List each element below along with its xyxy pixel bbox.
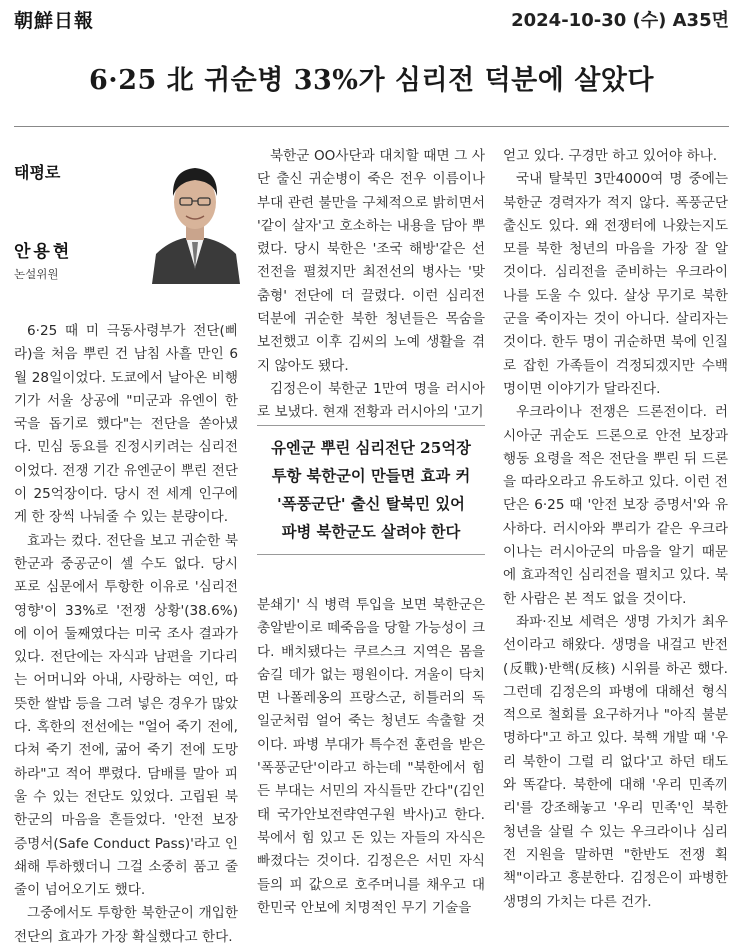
article-column-2-top xyxy=(257,145,485,425)
paragraph: 얻고 있다. 구경만 하고 있어야 하나. xyxy=(503,148,718,164)
pull-quote xyxy=(257,425,485,555)
paragraph: 그중에서도 투항한 북한군이 개입한 전단의 효과가 가장 확실했다고 한다. xyxy=(14,905,238,945)
article-column-3 xyxy=(503,145,728,914)
article-column-2-bottom xyxy=(257,594,485,920)
headline-divider xyxy=(14,126,729,127)
author-photo xyxy=(148,146,242,284)
paragraph: 북한군 OO사단과 대치할 때면 그 사단 출신 귀순병이 죽은 전우 이름이나 부대 관련 불만을 구체적으로 밝히면서 '같이 살자'고 호소하는 내용을 담아 뿌렸다. 당시 북한은 '조국 해방'같은 선전전을 펼쳤지만 최전선의 병사는 '맞춤형' 전단에 더 끌렸다. 이런 심리전 덕분에 귀순한 북한 청년들은 목숨을 보전했고 이후 김씨의 노예 생활을 겪지 않아도 됐다. xyxy=(257,148,485,374)
paragraph: 좌파·진보 세력은 생명 가치가 최우선이라고 해왔다. 생명을 내걸고 반전(反戰)·반핵(反核) 시위를 하곤 했다. 그런데 김정은의 파병에 대해선 형식적으로 철회를 요구하거나 "아직 불분명하다"고 하고 있다. 북핵 개발 때 '우리 북한이 그럴 리 없다'고 하던 태도와 똑같다. 북한에 대해 '우리 민족끼리'를 강조해놓고 '우리 민족'인 북한 청년을 살릴 수 있는 우크라이나 심리전 지원을 말하면 "한반도 전쟁 획책"이라고 흥분한다. 김정은이 파병한 생명의 가치는 다른 건가. xyxy=(503,613,728,910)
author-title: 논설위원 xyxy=(14,267,59,281)
article-column-1 xyxy=(14,320,238,949)
pull-quote-line: 파병 북한군도 살려야 한다 xyxy=(281,523,461,541)
paragraph: 분쇄기' 식 병력 투입을 보면 북한군은 총알받이로 떼죽음을 당할 가능성이 크다. 배치됐다는 쿠르스크 지역은 몸을 숨길 데가 없는 평원이다. 겨울이 닥치면 나폴레옹의 프랑스군, 히틀러의 독일군처럼 얼어 죽는 청년도 속출할 것이다. 파병 부대가 특수전 훈련을 받은 '폭풍군단'이라고 하는데 "북한에서 힘든 부대는 서민의 자식들만 간다"(김인태 국가안보전략연구원 박사)고 한다. 북에서 힘 있고 돈 있는 자들의 자식은 빠졌다는 것이다. 김정은은 서민 자식들의 피 값으로 호주머니를 채우고 대한민국 안보에 치명적인 무기 기술을 xyxy=(257,597,485,916)
paragraph: 6·25 때 미 극동사령부가 전단(삐라)을 처음 뿌린 건 남침 사흘 만인 6월 28일이었다. 도쿄에서 날아온 비행기가 서울 상공에 "미군과 유엔이 한국을 돕기로 했다"는 전단을 쏟아냈다. 민심 동요를 진정시키려는 심리전이었다. 전쟁 기간 유엔군이 뿌린 전단이 25억장이다. 당시 전 세계 인구에게 한 장씩 나눠줄 수 있는 분량이다. xyxy=(14,323,238,526)
publication-dateline: 2024-10-30 (수) A35면 xyxy=(511,10,729,31)
paragraph: 김정은이 북한군 1만여 명을 러시아로 보냈다. 현재 전황과 러시아의 '고기 xyxy=(257,380,485,421)
pull-quote-line: 유엔군 뿌린 심리전단 25억장 xyxy=(271,439,471,457)
newspaper-masthead: 朝鮮日報 xyxy=(14,10,95,32)
paragraph: 우크라이나 전쟁은 드론전이다. 러시아군 귀순도 드론으로 안전 보장과 행동 요령을 적은 전단을 뿌린 뒤 드론을 따라오라고 유도하고 있다. 이런 전단은 6·25 때 '안전 보장 증명서'와 유사하다. 러시아와 뿌리가 같은 우크라이나는 러시아군의 마음을 알기 때문에 효과적인 심리전을 펼치고 있다. 북한 사람은 본 적도 없을 것이다. xyxy=(503,404,728,607)
article-headline: 6·25 北 귀순병 33%가 심리전 덕분에 살았다 xyxy=(89,65,654,96)
pull-quote-bottom-rule xyxy=(257,554,485,555)
paragraph: 국내 탈북민 3만4000여 명 중에는 북한군 경력자가 적지 않다. 폭풍군단 출신도 있다. 왜 전쟁터에 나왔는지도 모를 북한 청년의 마음을 가장 잘 알 것이다. 심리전을 준비하는 우크라이나를 도울 수 있다. 살상 무기로 북한군을 죽이자는 것이 아니다. 살리자는 것이다. 한두 명이 귀순하면 북에 인질로 잡힌 가족들이 걱정되겠지만 수백 명이면 이야기가 달라진다. xyxy=(503,171,728,397)
column-label: 태평로 xyxy=(14,163,61,182)
pull-quote-line: 투항 북한군이 만들면 효과 커 xyxy=(271,467,471,485)
author-name: 안용현 xyxy=(14,242,73,262)
pull-quote-line: '폭풍군단' 출신 탈북민 있어 xyxy=(277,495,465,513)
paragraph: 효과는 컸다. 전단을 보고 귀순한 북한군과 중공군이 셀 수도 없다. 당시 포로 심문에서 투항한 이유로 '심리전 영향'이 33%로 '전쟁 상황'(38.6%)에 이어 둘째였다는 미국 조사 결과가 있다. 전단에는 자식과 남편을 기다리는 어머니와 아내, 사랑하는 여인, 따뜻한 쌀밥 등을 그려 넣은 경우가 많았다. 혹한의 전선에는 "얼어 죽기 전에, 다쳐 죽기 전에, 굶어 죽기 전에 도망하라"고 적어 뿌렸다. 담배를 말아 피울 수 있는 전단도 있었다. 고립된 북한군의 마음을 흔들었다. '안전 보장 증명서(Safe Conduct Pass)'라고 인쇄해 투하했더니 그걸 소중히 품고 줄줄이 넘어오기도 했다. xyxy=(14,532,238,899)
